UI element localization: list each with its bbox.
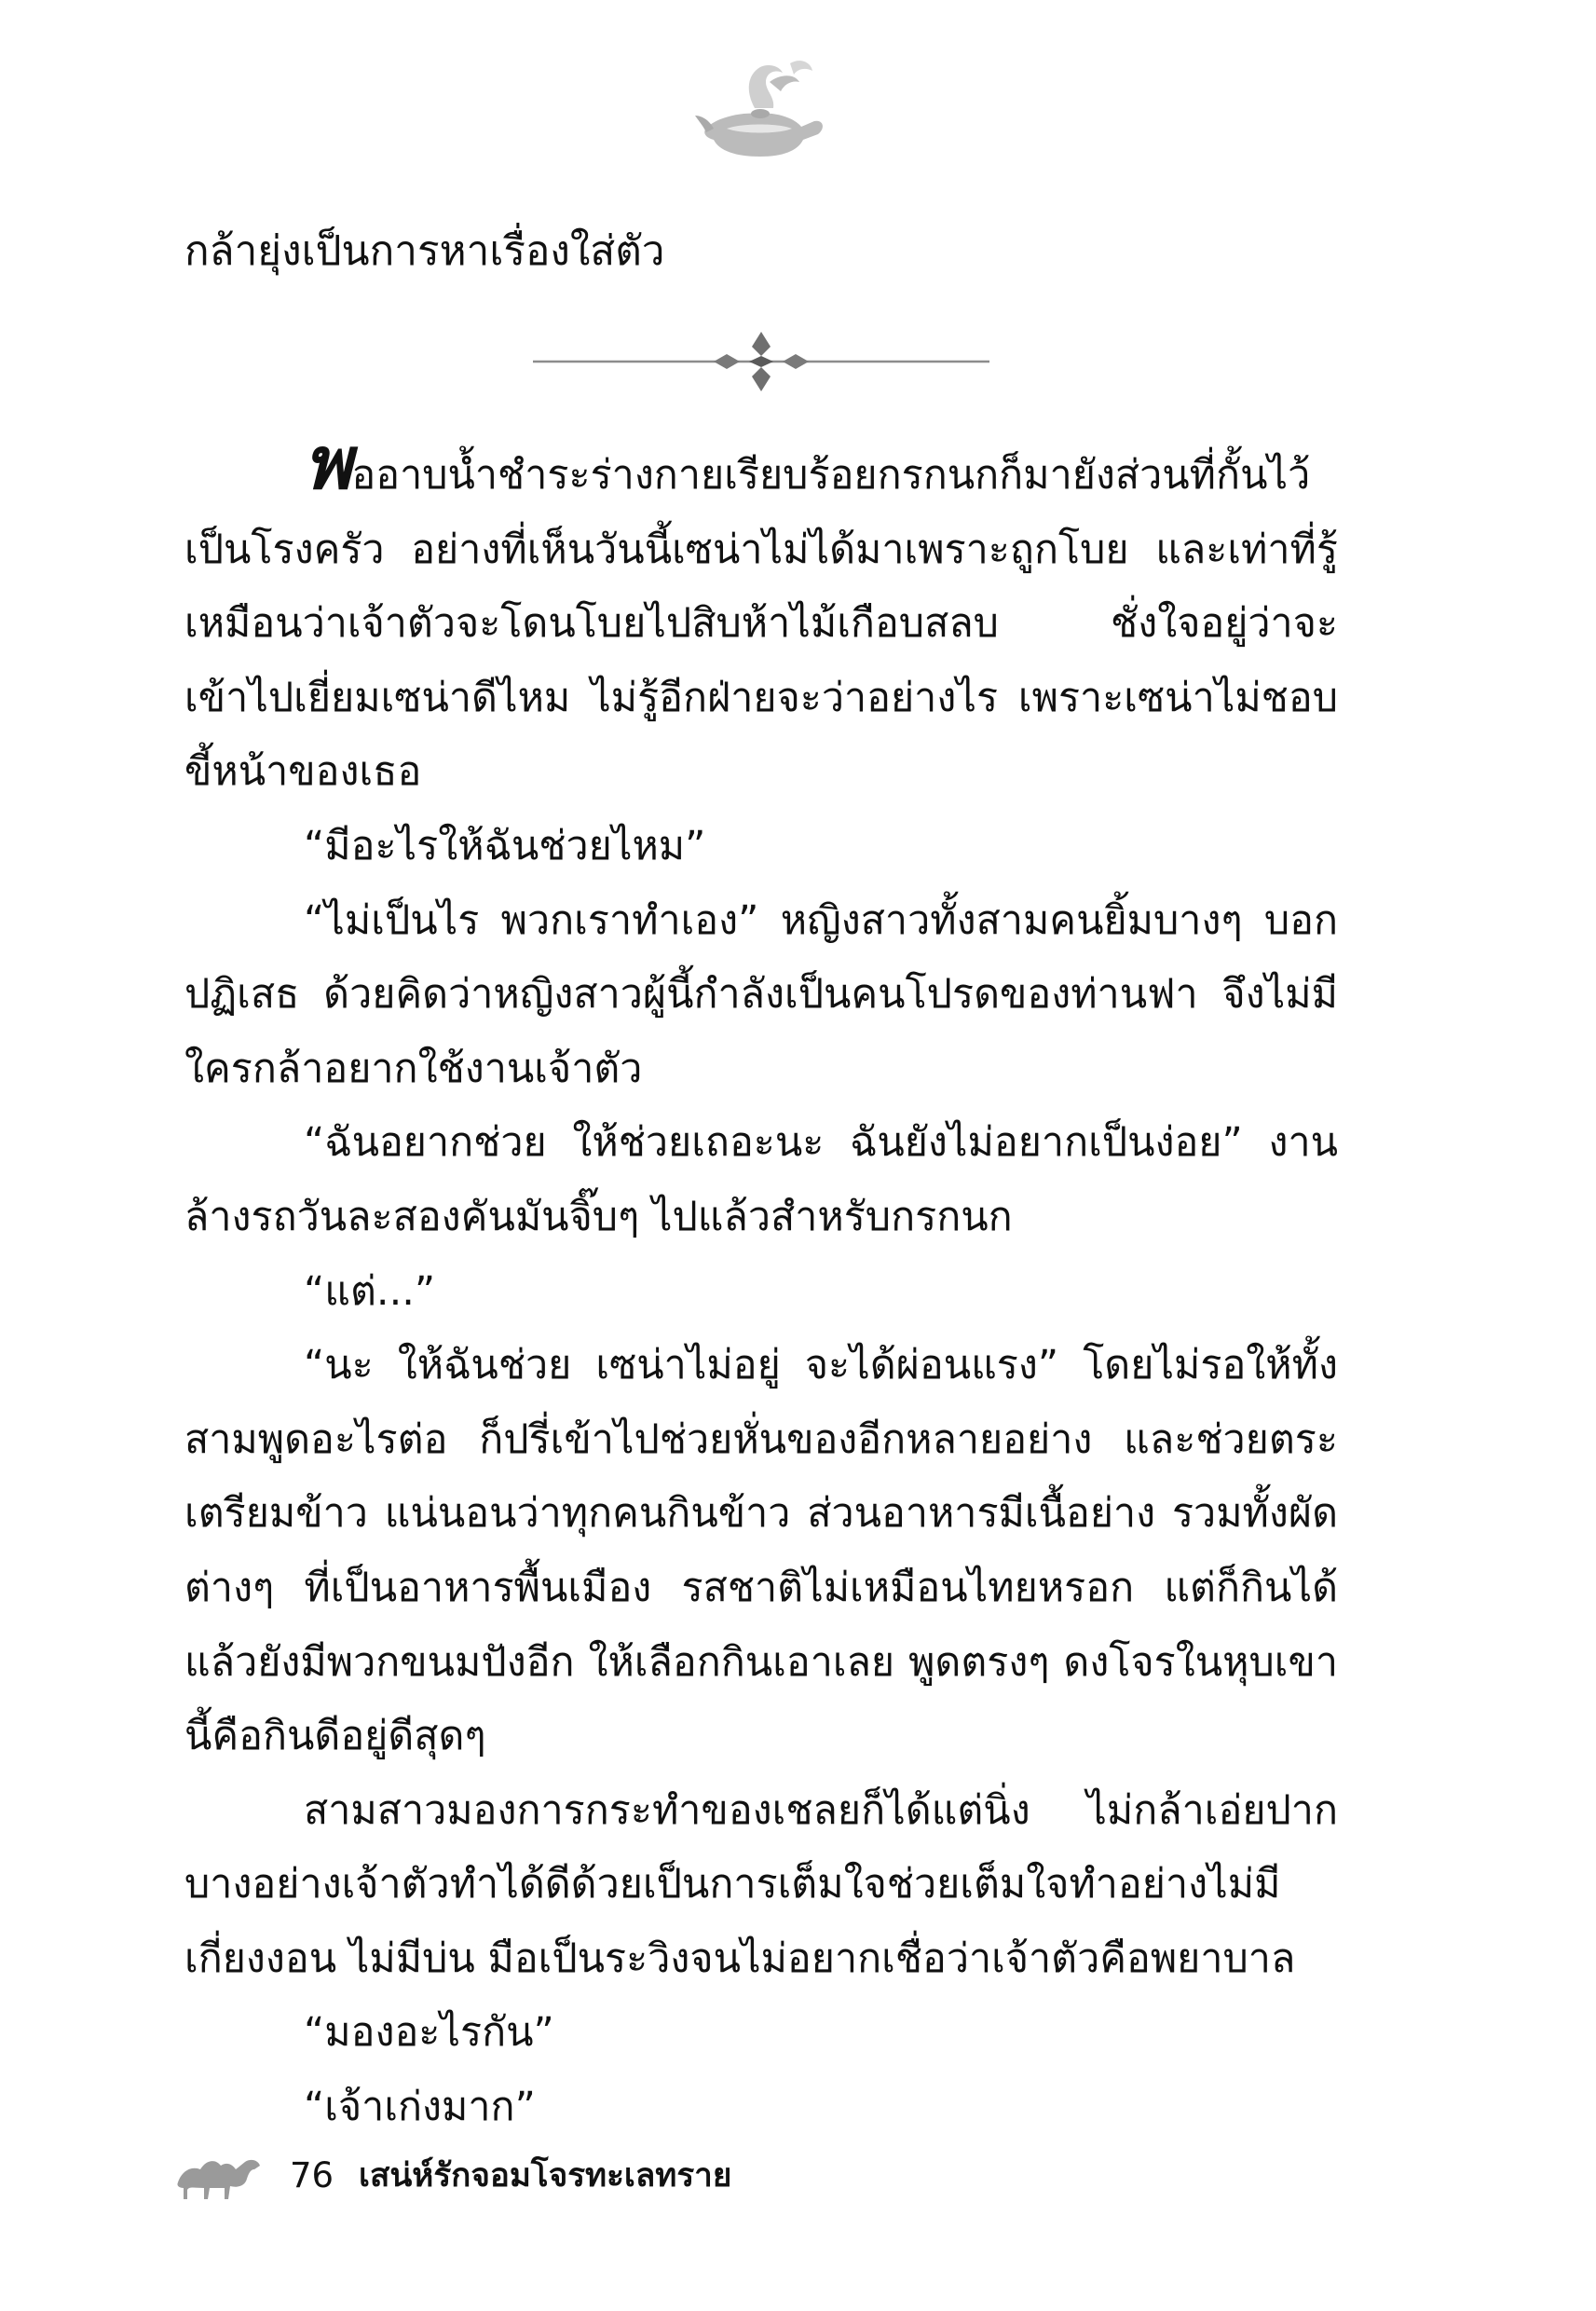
page-number: 76 <box>290 2155 334 2195</box>
ornamental-divider-icon <box>533 328 989 395</box>
continuation-line: กล้ายุ่งเป็นการหาเรื่องใส่ตัว <box>184 227 665 275</box>
genie-lamp-icon <box>689 54 829 166</box>
paragraph-dialogue: “ฉันอยากช่วย ให้ช่วยเถอะนะ ฉันยังไม่อยากเป็นง่อย” งานล้างรถวันละสองคันมันจิ๊บๆ ไปแล้วสำหรับกรกนก <box>184 1119 1338 1240</box>
paragraph-dialogue: “นะ ให้ฉันช่วย เซน่าไม่อยู่ จะได้ผ่อนแรง” โดยไม่รอให้ทั้งสามพูดอะไรต่อ ก็ปรี่เข้าไปช่วยหั่นของอีกหลายอย่าง และช่วยตระเตรียมข้าว แน่นอนว่าทุกคนกินข้าว ส่วนอาหารมีเนื้อย่าง รวมทั้งผัดต่างๆ ที่เป็นอาหารพื้นเมือง รสชาติไม่เหมือนไทยหรอก แต่ก็กินได้ แล้วยังมีพวกขนมปังอีก ให้เลือกกินเอาเลย พูดตรงๆ ดงโจรในหุบเขานี้คือกินดีอยู่ดีสุดๆ <box>184 1342 1338 1760</box>
paragraph-dialogue: “มองอะไรกัน” <box>304 2009 554 2057</box>
paragraph-text: ออาบน้ำชำระร่างกายเรียบร้อยกรกนกก็มายังส่วนที่กั้นไว้เป็นโรงครัว อย่างที่เห็นวันนี้เซน่าไม่ได้มาเพราะถูกโบย และเท่าที่รู้เหมือนว่าเจ้าตัวจะโดนโบยไปสิบห้าไม้เกือบสลบ ชั่งใจอยู่ว่าจะเข้าไปเยี่ยมเซน่าดีไหม ไม่รู้อีกฝ่ายจะว่าอย่างไร เพราะเซน่าไม่ชอบขี้หน้าของเธอ <box>184 452 1338 796</box>
page-footer <box>172 2143 1011 2208</box>
paragraph-dialogue: “เจ้าเก่งมาก” <box>304 2084 536 2131</box>
paragraph-dialogue: “มีอะไรให้ฉันช่วยไหม” <box>304 822 706 869</box>
paragraph-dialogue: “แต่...” <box>304 1267 436 1315</box>
paragraph-opening <box>184 421 1338 810</box>
drop-cap: พ <box>304 421 352 506</box>
paragraph-dialogue: “ไม่เป็นไร พวกเราทำเอง” หญิงสาวทั้งสามคนยิ้มบางๆ บอกปฏิเสธ ด้วยคิดว่าหญิงสาวผู้นี้กำลังเป็นคนโปรดของท่านฟา จึงไม่มีใครกล้าอยากใช้งานเจ้าตัว <box>184 896 1338 1092</box>
paragraph-narration: สามสาวมองการกระทำของเชลยก็ได้แต่นิ่ง ไม่กล้าเอ่ยปาก บางอย่างเจ้าตัวทำได้ดีด้วยเป็นการเต็มใจช่วยเต็มใจทำอย่างไม่มีเกี่ยงงอน ไม่มีบ่น มือเป็นระวิงจนไม่อยากเชื่อว่าเจ้าตัวคือพยาบาล <box>184 1786 1338 1982</box>
body-text <box>184 421 1338 2145</box>
camel-icon <box>172 2149 266 2201</box>
book-title: เสน่ห์รักจอมโจรทะเลทราย <box>359 2157 732 2195</box>
